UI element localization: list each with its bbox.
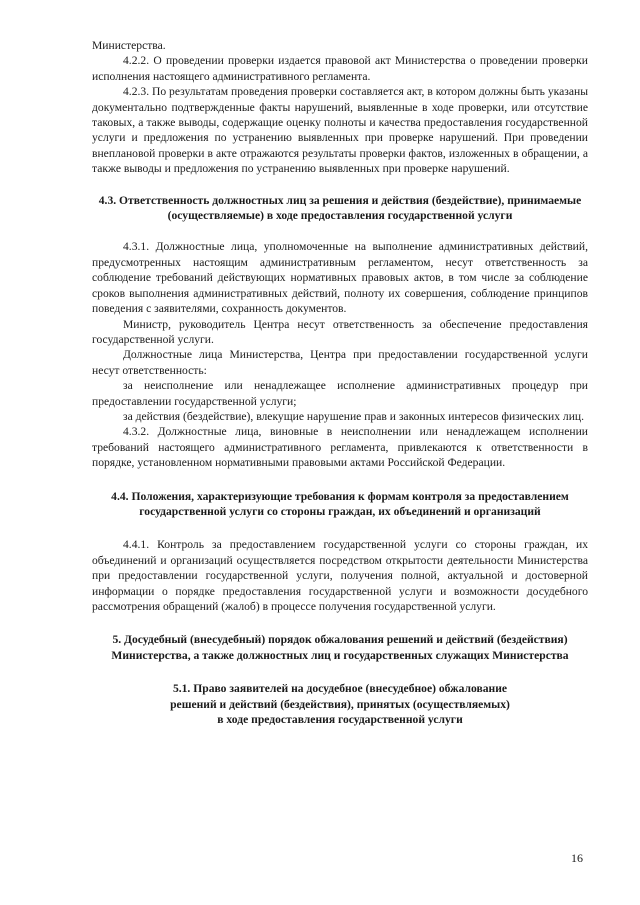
paragraph-4-2-3: 4.2.3. По результатам проведения проверки составляется акт, в котором должны быть указаны документально подтвержденные факты нарушений, выявленные в ходе проверки, или отсутствие таковых, а также выводы, содержащие оценку полноты и качества предоставления государственной услуги и предложения по устранению выявленных при проверке нарушений. При проведении внеплановой проверки в акте отражаются результаты проверки фактов, изложенных в обращении, а также выводы и предложения по устранению выявленных при проверке нарушений. [92, 85, 588, 176]
heading-4-4: 4.4. Положения, характеризующие требования к формам контроля за предоставлением государственной услуги со стороны граждан, их объединений и организаций [111, 489, 569, 518]
paragraph-4-2-2: 4.2.2. О проведении проверки издается правовой акт Министерства о проведении проверки исполнения настоящего административного регламента. [92, 54, 588, 83]
paragraph-4-3-1: 4.3.1. Должностные лица, уполномоченные на выполнение административных действий, предусмотренных настоящим административным регламентом, несут ответственность за соблюдение требований действующих нормативных правовых актов, в том числе за соблюдение сроков выполнения административных действий, полноту их совершения, соблюдение принципов поведения с заявителями, сохранность документов. [92, 240, 588, 316]
page-content [92, 38, 588, 727]
heading-5-1-line-2: решений и действий (бездействия), принятых (осуществляемых) [170, 697, 510, 711]
paragraph-ministry-continuation: Министерства. [92, 39, 166, 52]
heading-5-1-line-3: в ходе предоставления государственной услуги [217, 713, 463, 727]
heading-5-1 [92, 681, 588, 727]
paragraph-4-3-2: 4.3.2. Должностные лица, виновные в неисполнении или ненадлежащем исполнении требований настоящего административного регламента, привлекаются к ответственности в порядке, установленном нормативными правовыми актами Российской Федерации. [92, 425, 588, 470]
paragraph-minister-responsibility: Министр, руководитель Центра несут ответственность за обеспечение предоставления государственной услуги. [92, 317, 588, 346]
heading-4-3: 4.3. Ответственность должностных лиц за решения и действия (бездействие), принимаемые (осуществляемые) в ходе предоставления государственной услуги [98, 193, 582, 223]
paragraph-4-4-1: 4.4.1. Контроль за предоставлением государственной услуги со стороны граждан, их объединений и организаций осуществляется посредством открытости деятельности Министерства при предоставлении государственной услуги, получения полной, актуальной и достоверной информации о порядке предоставления государственной услуги и возможности досудебного рассмотрения обращений (жалоб) в процессе получения государственной услуги. [92, 538, 588, 613]
page-number: 16 [571, 851, 583, 865]
heading-5-1-line-1: 5.1. Право заявителей на досудебное (внесудебное) обжалование [172, 682, 508, 696]
paragraph-non-performance: за неисполнение или ненадлежащее исполнение административных процедур при предоставлении государственной услуги; [92, 379, 588, 408]
paragraph-officials-responsibility: Должностные лица Министерства, Центра при предоставлении государственной услуги несут ответственность: [92, 348, 588, 377]
paragraph-actions-violation: за действия (бездействие), влекущие нарушение прав и законных интересов физических лиц. [123, 409, 585, 423]
heading-5: 5. Досудебный (внесудебный) порядок обжалования решений и действий (бездействия) Министерства, а также должностных лиц и государственных служащих Министерства [111, 633, 569, 662]
